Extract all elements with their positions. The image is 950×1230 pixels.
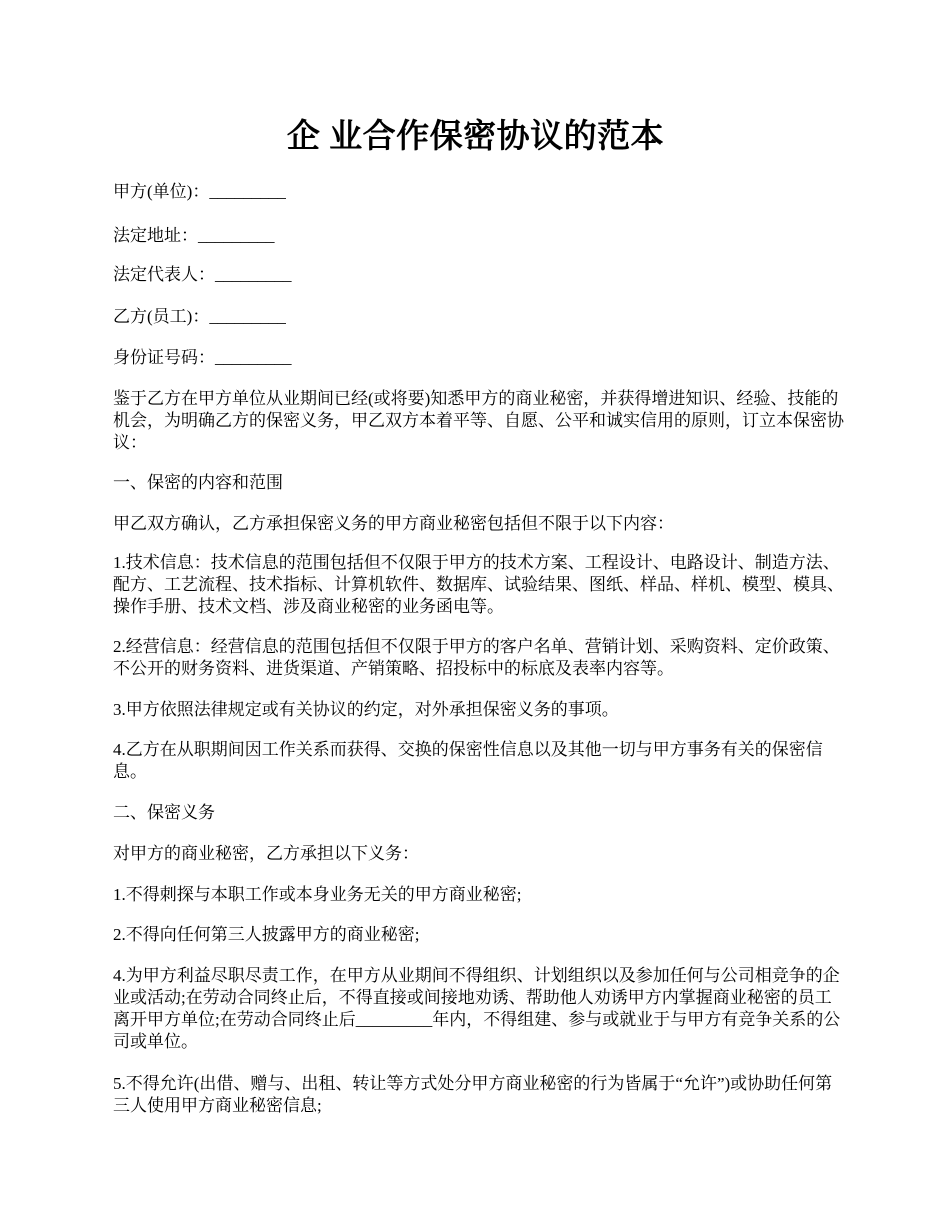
obligation-item-1: 1.不得刺探与本职工作或本身业务无关的甲方商业秘密; (113, 885, 522, 904)
preamble-paragraph: 鉴于乙方在甲方单位从业期间已经(或将要)知悉甲方的商业秘密，并获得增进知识、经验、技能的机会，为明确乙方的保密义务，甲乙双方本着平等、自愿、公平和诚实信用的原则，订立本保密协议： (113, 389, 844, 452)
party-a-unit: 甲方(单位)：_________ (113, 182, 286, 201)
scope-intro: 甲乙双方确认，乙方承担保密义务的甲方商业秘密包括但不限于以下内容： (113, 514, 674, 533)
legal-address: 法定地址：_________ (113, 226, 275, 245)
document-title: 企 业合作保密协议的范本 (286, 119, 665, 155)
id-number: 身份证号码：_________ (113, 348, 292, 367)
obligations-intro: 对甲方的商业秘密，乙方承担以下义务： (113, 844, 419, 863)
obligation-item-4: 4.为甲方利益尽职尽责工作，在甲方从业期间不得组织、计划组织以及参加任何与公司相竞争的企业或活动;在劳动合同终止后，不得直接或间接地劝诱、帮助他人劝诱甲方内掌握商业秘密的员工离开甲方单位;在劳动合同终止后_________年内，不得组建、参与或就业于与甲方有竞争关系的公司或单位。 (113, 966, 841, 1051)
obligation-item-2: 2.不得向任何第三人披露甲方的商业秘密; (113, 925, 420, 944)
obligation-item-5: 5.不得允许(出借、赠与、出租、转让等方式处分甲方商业秘密的行为皆属于“允许”)或协助任何第三人使用甲方商业秘密信息; (113, 1074, 833, 1115)
section-heading-obligations: 二、保密义务 (113, 803, 215, 822)
scope-item-legal: 3.甲方依照法律规定或有关协议的约定，对外承担保密义务的事项。 (113, 700, 619, 719)
scope-item-other: 4.乙方在从职期间因工作关系而获得、交换的保密性信息以及其他一切与甲方事务有关的保密信息。 (113, 740, 823, 781)
party-b-employee: 乙方(员工)：_________ (113, 307, 286, 326)
scope-item-business: 2.经营信息：经营信息的范围包括但不仅限于甲方的客户名单、营销计划、采购资料、定价政策、不公开的财务资料、进货渠道、产销策略、招投标中的标底及表率内容等。 (113, 637, 840, 678)
legal-representative: 法定代表人：_________ (113, 265, 292, 284)
section-heading-scope: 一、保密的内容和范围 (113, 473, 283, 492)
scope-item-technical: 1.技术信息：技术信息的范围包括但不仅限于甲方的技术方案、工程设计、电路设计、制造方法、配方、工艺流程、技术指标、计算机软件、数据库、试验结果、图纸、样品、样机、模型、模具、操作手册、技术文档、涉及商业秘密的业务函电等。 (113, 553, 844, 616)
